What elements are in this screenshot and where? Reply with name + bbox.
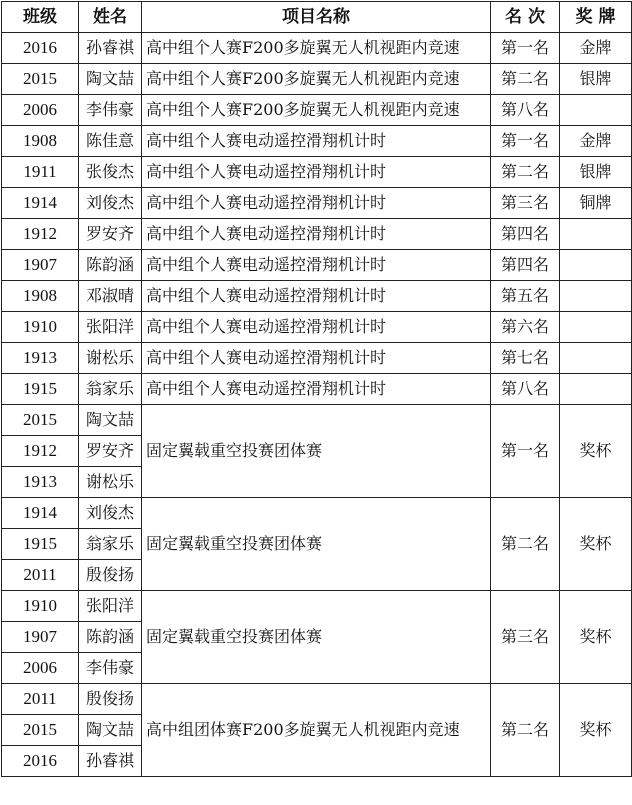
- rank-cell: 第七名: [491, 343, 560, 374]
- team-award-cell: 奖杯: [560, 405, 632, 498]
- table-row: [2, 250, 632, 281]
- name-cell: 张俊杰: [79, 157, 142, 188]
- class-cell: 1907: [2, 250, 79, 281]
- event-cell: 高中组个人赛F200多旋翼无人机视距内竞速: [142, 33, 491, 64]
- class-cell: 1913: [2, 467, 79, 498]
- name-cell: 邓淑晴: [79, 281, 142, 312]
- class-cell: 1915: [2, 529, 79, 560]
- award-cell: 银牌: [560, 64, 632, 95]
- team-row: [2, 684, 632, 715]
- team-award-cell: 奖杯: [560, 591, 632, 684]
- header-rank: 名 次: [491, 2, 560, 33]
- class-cell: 2015: [2, 405, 79, 436]
- team-award-cell: 奖杯: [560, 498, 632, 591]
- class-cell: 2015: [2, 64, 79, 95]
- name-cell: 陈韵涵: [79, 250, 142, 281]
- rank-cell: 第一名: [491, 33, 560, 64]
- team-row: [2, 405, 632, 436]
- class-cell: 1908: [2, 281, 79, 312]
- name-cell: 翁家乐: [79, 529, 142, 560]
- event-cell: 高中组个人赛电动遥控滑翔机计时: [142, 250, 491, 281]
- table-row: [2, 33, 632, 64]
- event-cell: 高中组个人赛F200多旋翼无人机视距内竞速: [142, 95, 491, 126]
- award-cell: [560, 281, 632, 312]
- class-cell: 1912: [2, 219, 79, 250]
- team-event-cell: 高中组团体赛F200多旋翼无人机视距内竞速: [142, 684, 491, 777]
- rank-cell: 第二名: [491, 64, 560, 95]
- team-rank-cell: 第二名: [491, 684, 560, 777]
- class-cell: 2015: [2, 715, 79, 746]
- class-cell: 1915: [2, 374, 79, 405]
- header-class: 班级: [2, 2, 79, 33]
- table-row: [2, 343, 632, 374]
- event-cell: 高中组个人赛电动遥控滑翔机计时: [142, 312, 491, 343]
- results-table: [1, 1, 632, 777]
- team-event-cell: 固定翼载重空投赛团体赛: [142, 405, 491, 498]
- team-row: [2, 498, 632, 529]
- award-cell: 金牌: [560, 33, 632, 64]
- class-cell: 2006: [2, 653, 79, 684]
- name-cell: 孙睿祺: [79, 33, 142, 64]
- name-cell: 李伟豪: [79, 653, 142, 684]
- table-row: [2, 312, 632, 343]
- class-cell: 1911: [2, 157, 79, 188]
- class-cell: 1914: [2, 498, 79, 529]
- table-row: [2, 126, 632, 157]
- rank-cell: 第八名: [491, 95, 560, 126]
- name-cell: 翁家乐: [79, 374, 142, 405]
- table-row: [2, 64, 632, 95]
- class-cell: 1910: [2, 312, 79, 343]
- rank-cell: 第八名: [491, 374, 560, 405]
- table-row: [2, 188, 632, 219]
- name-cell: 李伟豪: [79, 95, 142, 126]
- name-cell: 刘俊杰: [79, 498, 142, 529]
- table-row: [2, 157, 632, 188]
- name-cell: 谢松乐: [79, 343, 142, 374]
- team-event-cell: 固定翼载重空投赛团体赛: [142, 498, 491, 591]
- team-award-cell: 奖杯: [560, 684, 632, 777]
- event-cell: 高中组个人赛电动遥控滑翔机计时: [142, 374, 491, 405]
- name-cell: 罗安齐: [79, 436, 142, 467]
- award-cell: 铜牌: [560, 188, 632, 219]
- award-cell: 银牌: [560, 157, 632, 188]
- name-cell: 孙睿祺: [79, 746, 142, 777]
- name-cell: 张阳洋: [79, 591, 142, 622]
- award-cell: [560, 374, 632, 405]
- team-rank-cell: 第二名: [491, 498, 560, 591]
- rank-cell: 第二名: [491, 157, 560, 188]
- rank-cell: 第三名: [491, 188, 560, 219]
- name-cell: 刘俊杰: [79, 188, 142, 219]
- name-cell: 陶文喆: [79, 715, 142, 746]
- team-row: [2, 591, 632, 622]
- name-cell: 罗安齐: [79, 219, 142, 250]
- name-cell: 陶文喆: [79, 64, 142, 95]
- award-cell: [560, 312, 632, 343]
- name-cell: 陈佳意: [79, 126, 142, 157]
- name-cell: 谢松乐: [79, 467, 142, 498]
- name-cell: 殷俊扬: [79, 560, 142, 591]
- header-award: 奖 牌: [560, 2, 632, 33]
- team-rank-cell: 第三名: [491, 591, 560, 684]
- class-cell: 1907: [2, 622, 79, 653]
- name-cell: 张阳洋: [79, 312, 142, 343]
- class-cell: 1908: [2, 126, 79, 157]
- event-cell: 高中组个人赛电动遥控滑翔机计时: [142, 343, 491, 374]
- rank-cell: 第五名: [491, 281, 560, 312]
- class-cell: 2011: [2, 684, 79, 715]
- event-cell: 高中组个人赛电动遥控滑翔机计时: [142, 126, 491, 157]
- class-cell: 1910: [2, 591, 79, 622]
- class-cell: 1912: [2, 436, 79, 467]
- class-cell: 2016: [2, 33, 79, 64]
- class-cell: 2011: [2, 560, 79, 591]
- class-cell: 1914: [2, 188, 79, 219]
- class-cell: 1913: [2, 343, 79, 374]
- header-name: 姓名: [79, 2, 142, 33]
- award-cell: [560, 219, 632, 250]
- rank-cell: 第六名: [491, 312, 560, 343]
- award-cell: [560, 95, 632, 126]
- award-cell: [560, 250, 632, 281]
- rank-cell: 第四名: [491, 250, 560, 281]
- team-event-cell: 固定翼载重空投赛团体赛: [142, 591, 491, 684]
- rank-cell: 第四名: [491, 219, 560, 250]
- event-cell: 高中组个人赛电动遥控滑翔机计时: [142, 157, 491, 188]
- team-rank-cell: 第一名: [491, 405, 560, 498]
- award-cell: [560, 343, 632, 374]
- name-cell: 殷俊扬: [79, 684, 142, 715]
- event-cell: 高中组个人赛F200多旋翼无人机视距内竞速: [142, 64, 491, 95]
- table-row: [2, 95, 632, 126]
- name-cell: 陈韵涵: [79, 622, 142, 653]
- name-cell: 陶文喆: [79, 405, 142, 436]
- header-row: [2, 2, 632, 33]
- event-cell: 高中组个人赛电动遥控滑翔机计时: [142, 219, 491, 250]
- rank-cell: 第一名: [491, 126, 560, 157]
- award-cell: 金牌: [560, 126, 632, 157]
- header-event: 项目名称: [142, 2, 491, 33]
- table-row: [2, 219, 632, 250]
- class-cell: 2006: [2, 95, 79, 126]
- event-cell: 高中组个人赛电动遥控滑翔机计时: [142, 281, 491, 312]
- event-cell: 高中组个人赛电动遥控滑翔机计时: [142, 188, 491, 219]
- class-cell: 2016: [2, 746, 79, 777]
- table-row: [2, 281, 632, 312]
- table-row: [2, 374, 632, 405]
